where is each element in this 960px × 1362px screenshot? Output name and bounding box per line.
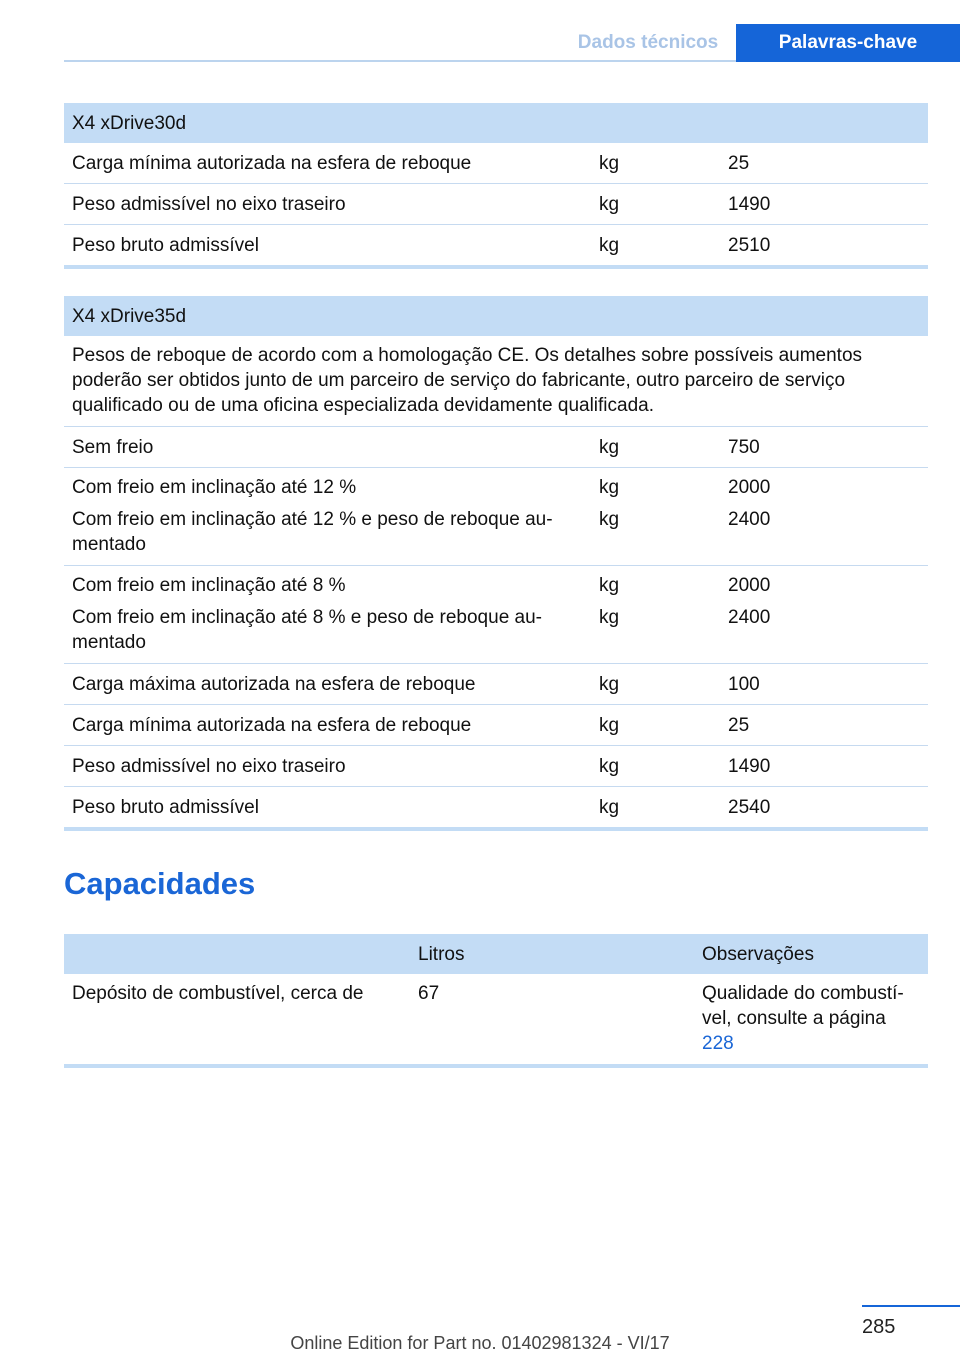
table-footer-bar bbox=[64, 265, 928, 269]
row-unit: kg bbox=[591, 664, 720, 705]
table-row bbox=[64, 664, 928, 705]
row-unit: kg bbox=[599, 152, 620, 174]
table-header bbox=[64, 296, 928, 336]
row-label: Depósito de combustível, cerca de bbox=[72, 983, 364, 1004]
page-number-rule bbox=[862, 1305, 960, 1307]
table-note-row bbox=[64, 336, 928, 427]
table-row bbox=[64, 705, 928, 746]
table-row bbox=[64, 500, 928, 566]
row-unit: kg bbox=[591, 225, 720, 266]
row-unit: kg bbox=[599, 607, 620, 628]
row-value: 750 bbox=[720, 427, 928, 468]
row-label: Carga máxima autorizada na esfera de reboque bbox=[64, 664, 591, 705]
section-title-capacidades: Capacidades bbox=[64, 866, 256, 901]
page-number: 285 bbox=[862, 1316, 896, 1338]
row-label: Com freio em inclinação até 12 % e peso de reboque au‐ mentado bbox=[72, 509, 553, 555]
table-x4-xdrive30d bbox=[64, 103, 928, 269]
row-label: Peso bruto admissível bbox=[64, 225, 591, 266]
header-cell-blank bbox=[64, 934, 410, 974]
row-note-cell bbox=[694, 974, 928, 1064]
header-cell-litros: Litros bbox=[410, 934, 694, 974]
row-value: 2000 bbox=[720, 566, 928, 599]
table-row bbox=[64, 974, 928, 1064]
row-value: 2400 bbox=[728, 607, 771, 628]
table-x4-xdrive35d bbox=[64, 296, 928, 831]
table-header bbox=[64, 934, 928, 974]
row-label: Com freio em inclinação até 8 % e peso de reboque au‐ mentado bbox=[72, 607, 542, 653]
row-unit: kg bbox=[591, 787, 720, 828]
table-row bbox=[64, 468, 928, 501]
table-row bbox=[64, 143, 928, 184]
table-row bbox=[64, 787, 928, 828]
row-value: 25 bbox=[720, 705, 928, 746]
row-unit: kg bbox=[599, 509, 620, 530]
page-link-228[interactable]: 228 bbox=[702, 1033, 734, 1054]
row-unit: kg bbox=[591, 184, 720, 225]
tab-dados-tecnicos[interactable]: Dados técnicos bbox=[577, 32, 719, 53]
row-unit: kg bbox=[591, 746, 720, 787]
row-value: 2400 bbox=[728, 509, 771, 530]
table-header bbox=[64, 103, 928, 143]
row-unit: kg bbox=[591, 468, 720, 501]
row-unit: kg bbox=[591, 427, 720, 468]
row-label: Carga mínima autorizada na esfera de reboque bbox=[72, 152, 472, 174]
row-unit: kg bbox=[591, 705, 720, 746]
row-label: Com freio em inclinação até 12 % bbox=[64, 468, 591, 501]
table-row bbox=[64, 746, 928, 787]
table-footer-bar bbox=[64, 827, 928, 831]
table-row bbox=[64, 427, 928, 468]
row-value: 100 bbox=[720, 664, 928, 705]
row-liters: 67 bbox=[418, 983, 440, 1004]
row-note: Qualidade do combustí‐ vel, consulte a página bbox=[702, 983, 904, 1029]
row-value: 2000 bbox=[720, 468, 928, 501]
table-row bbox=[64, 225, 928, 266]
row-label: Sem freio bbox=[64, 427, 591, 468]
row-label: Peso admissível no eixo traseiro bbox=[64, 184, 591, 225]
table-capacidades bbox=[64, 934, 928, 1068]
table-title: X4 xDrive35d bbox=[64, 296, 928, 336]
table-note: Pesos de reboque de acordo com a homologação CE. Os detalhes sobre possíveis aumentos poderão ser obtidos junto de um parceiro de serviço do fabricante, outro parceiro de serviço qualificado ou de uma oficina especializada devidamente qualificada. bbox=[72, 345, 863, 416]
row-unit: kg bbox=[591, 566, 720, 599]
header-cell-observacoes: Observações bbox=[694, 934, 928, 974]
row-value: 1490 bbox=[720, 184, 928, 225]
row-value: 2510 bbox=[720, 225, 928, 266]
row-label: Carga mínima autorizada na esfera de reboque bbox=[64, 705, 591, 746]
table-title: X4 xDrive30d bbox=[64, 103, 928, 143]
table-row bbox=[64, 598, 928, 664]
table-row bbox=[64, 184, 928, 225]
row-label: Com freio em inclinação até 8 % bbox=[64, 566, 591, 599]
row-label: Peso admissível no eixo traseiro bbox=[64, 746, 591, 787]
footer-edition: Online Edition for Part no. 01402981324 - VI/17 bbox=[290, 1333, 670, 1353]
row-label: Peso bruto admissível bbox=[64, 787, 591, 828]
row-value: 25 bbox=[728, 152, 750, 174]
table-footer-bar bbox=[64, 1064, 928, 1068]
tab-palavras-chave[interactable]: Palavras-chave bbox=[736, 24, 960, 62]
row-value: 1490 bbox=[720, 746, 928, 787]
row-value: 2540 bbox=[720, 787, 928, 828]
table-row bbox=[64, 566, 928, 599]
